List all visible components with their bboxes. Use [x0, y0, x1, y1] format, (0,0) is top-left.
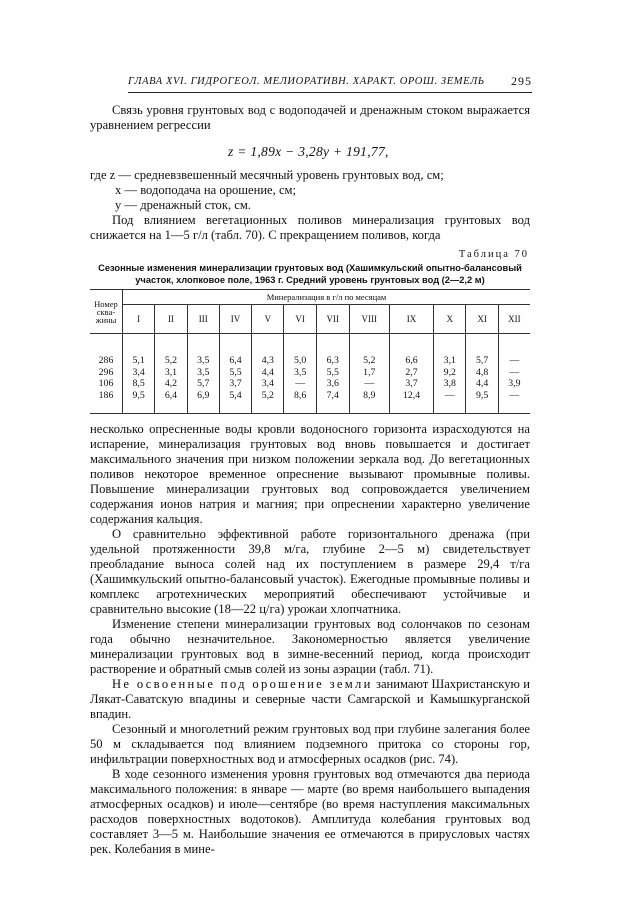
mineralization-value: 7,4: [316, 390, 349, 414]
mineralization-value: 3,1: [434, 334, 466, 367]
spaced-phrase: Не освоенные под орошение земли: [112, 677, 373, 691]
mineralization-value: 1,7: [349, 367, 389, 379]
page-header: [128, 76, 532, 87]
table-caption-line-2: участок, хлопковое поле, 1963 г. Средний уровень грунтовых вод (2—2,2 м): [135, 275, 485, 285]
mineralization-value: 3,7: [389, 378, 433, 390]
month-header: II: [155, 305, 187, 334]
mineralization-value: 3,9: [498, 378, 530, 390]
mineralization-value: 4,4: [252, 367, 284, 379]
month-header: XI: [466, 305, 498, 334]
mineralization-value: 4,2: [155, 378, 187, 390]
table-label: Таблица 70: [458, 249, 529, 260]
table-row: [90, 390, 530, 414]
mineralization-value: 3,5: [187, 367, 219, 379]
paragraph-1: несколько опресненные воды кровли водоносного горизонта израсходуются на испарение, минерализация грунтовых вод вновь повышается и достигает максимального значения при низком положении зеркала вод. До вегетационных поливов некоторое временное опреснение вызывают промывные поливы. Повышение минерализации грунтовых вод сопровождается увеличением содержания ионов натрия и магния; при опреснении характерно увеличение содержания кальция.: [90, 422, 530, 526]
paragraph-6: В ходе сезонного изменения уровня грунтовых вод отмечаются два периода максимального положения: в январе — марте (во время наибольшего выпадения атмосферных осадков) и июле—сентябре (во время наступления максимальных расходов поверхностных водотоков). Амплитуда колебания грунтовых вод составляет 3—5 м. Наибольшие значения ее отмечаются в прирусловых частях рек. Колебания в мине-: [90, 767, 530, 856]
table-row: [90, 334, 530, 367]
mineralization-value: 5,1: [123, 334, 155, 367]
well-number: 286: [98, 355, 114, 366]
mineralization-value: 8,5: [123, 378, 155, 390]
month-header: XII: [498, 305, 530, 334]
table-row: [90, 378, 530, 390]
month-header: I: [123, 305, 155, 334]
mineralization-value: 5,2: [252, 390, 284, 414]
mineralization-table: [90, 289, 530, 414]
mineralization-value: 6,3: [316, 334, 349, 367]
mineralization-value: 4,4: [466, 378, 498, 390]
mineralization-value: 5,5: [219, 367, 251, 379]
mineralization-value: 8,6: [284, 390, 316, 414]
paragraph-2: О сравнительно эффективной работе горизонтального дренажа (при удельной протяженности 39,8 м/га, глубине 2—5 м) свидетельствует преобладание выноса солей над их поступлением в размере 29,4 т/га (Хашимкульский опытно-балансовый участок). Ежегодные промывные поливы и комплекс агротехнических мероприятий обеспечивают устойчивые и сравнительно высокие (18—22 ц/га) урожаи хлопчатника.: [90, 527, 530, 616]
paragraph-3: Изменение степени минерализации грунтовых вод солончаков по сезонам года обычно незначительное. Закономерностью является увеличение минерализации грунтовых вод в зимне-весенний период, когда происходит растворение и обратный смыв солей из зоны аэрации (табл. 71).: [90, 617, 530, 676]
mineralization-value: 3,7: [219, 378, 251, 390]
well-number: 106: [98, 378, 114, 390]
well-number: 186: [90, 390, 123, 414]
mineralization-value: 5,4: [219, 390, 251, 414]
mineralization-value: 5,2: [155, 334, 187, 367]
mineralization-value: 6,4: [155, 390, 187, 414]
well-number-header: Номер сква-жины: [90, 290, 123, 334]
mineralization-value: —: [498, 367, 530, 379]
month-header: III: [187, 305, 219, 334]
mineralization-value: 3,4: [123, 367, 155, 379]
mineralization-value: 12,4: [389, 390, 433, 414]
mineralization-value: 5,0: [284, 334, 316, 367]
mineralization-value: 9,2: [434, 367, 466, 379]
mineralization-value: —: [284, 378, 316, 390]
mineralization-value: 4,3: [252, 334, 284, 367]
month-header: IX: [389, 305, 433, 334]
paragraph-4-rest: занимают Шахристанскую и Лякат-Саватскую впадины и северные части Самгарской и Камышкурганской впадин.: [90, 677, 530, 721]
page-number: 295: [511, 74, 532, 88]
mineralization-value: 6,9: [187, 390, 219, 414]
month-header: X: [434, 305, 466, 334]
mineralization-value: 3,4: [252, 378, 284, 390]
intro-block: [90, 103, 530, 133]
mineralization-value: —: [498, 390, 530, 414]
mineralization-value: 4,8: [466, 367, 498, 379]
mineralization-value: —: [349, 378, 389, 390]
mineralization-value: 5,5: [316, 367, 349, 379]
intro-block-2: [90, 213, 530, 243]
month-header: VII: [316, 305, 349, 334]
mineralization-value: 9,5: [466, 390, 498, 414]
definition-z: где z — средневзвешенный месячный уровень грунтовых вод, см;: [90, 168, 444, 182]
mineralization-value: 6,4: [219, 334, 251, 367]
month-header: VIII: [349, 305, 389, 334]
intro-paragraph-2: Под влиянием вегетационных поливов минерализация грунтовых вод снижается на 1—5 г/л (табл. 70). С прекращением поливов, когда: [90, 213, 530, 242]
variable-definitions: [90, 168, 530, 213]
mineralization-value: 3,5: [284, 367, 316, 379]
month-header: VI: [284, 305, 316, 334]
running-title: ГЛАВА XVI. ГИДРОГЕОЛ. МЕЛИОРАТИВН. ХАРАКТ. ОРОШ. ЗЕМЕЛЬ: [128, 76, 485, 87]
mineralization-value: 9,5: [123, 390, 155, 414]
paragraph-4: [90, 677, 530, 722]
mineralization-value: —: [434, 390, 466, 414]
table-caption-line-1: Сезонные изменения минерализации грунтовых вод (Хашимкульский опытно-балансовый: [98, 263, 522, 273]
mineralization-value: 2,7: [389, 367, 433, 379]
table-row: [90, 367, 530, 379]
mineralization-value: —: [498, 334, 530, 367]
table-caption: [90, 262, 530, 286]
mineralization-value: 5,7: [187, 378, 219, 390]
mineralization-value: 3,1: [155, 367, 187, 379]
mineralization-value: 5,7: [466, 334, 498, 367]
month-header: IV: [219, 305, 251, 334]
header-rule: [128, 92, 532, 93]
well-number: 296: [98, 366, 114, 378]
mineralization-value: 3,6: [316, 378, 349, 390]
regression-equation: z = 1,89x − 3,28y + 191,77,: [228, 144, 389, 159]
mineralization-value: 6,6: [389, 334, 433, 367]
mineralization-value: 8,9: [349, 390, 389, 414]
main-text: [90, 422, 530, 857]
mineralization-value: 3,8: [434, 378, 466, 390]
intro-paragraph: Связь уровня грунтовых вод с водоподачей и дренажным стоком выражается уравнением регрессии: [90, 103, 530, 132]
mineralization-value: 5,2: [349, 334, 389, 367]
month-header: V: [252, 305, 284, 334]
definition-y: y — дренажный сток, см.: [115, 198, 251, 212]
definition-x: x — водоподача на орошение, см;: [115, 183, 297, 197]
month-group-header: Минерализация в г/л по месяцам: [123, 290, 531, 305]
paragraph-5: Сезонный и многолетний режим грунтовых вод при глубине залегания более 50 м складывается под влиянием подземного притока со стороны гор, инфильтрации поверхностных вод и атмосферных осадков (рис. 74).: [90, 722, 530, 766]
mineralization-value: 3,5: [187, 334, 219, 367]
